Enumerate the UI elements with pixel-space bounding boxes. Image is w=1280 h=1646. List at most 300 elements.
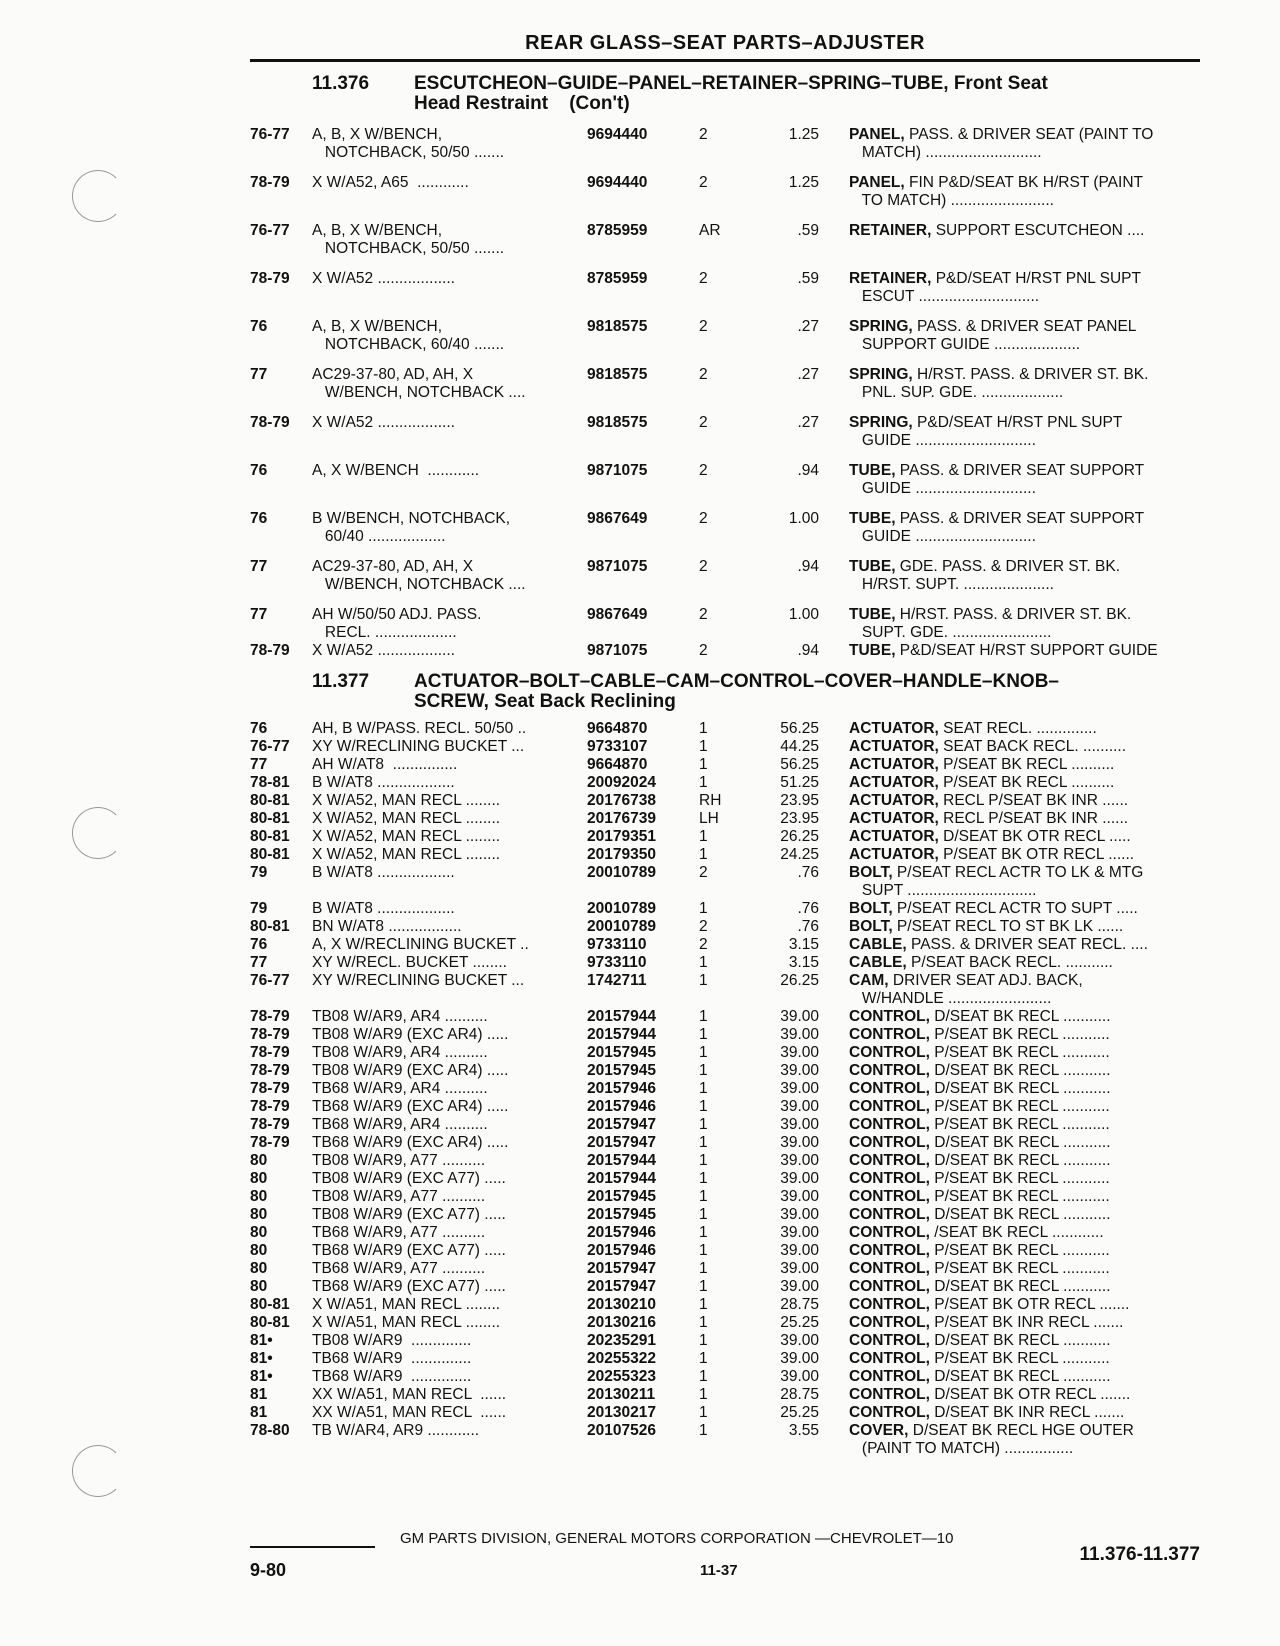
part-name: ACTUATOR,: [849, 810, 939, 827]
part-description: P/SEAT BK RECL ...........: [929, 1350, 1110, 1367]
spacer: [819, 126, 849, 162]
description: [849, 846, 1200, 864]
application: TB68 W/AR9, A77 ..........: [312, 1224, 486, 1241]
part-description: P/SEAT RECL ACTR TO SUPT .....: [892, 900, 1138, 917]
model-year: 77: [250, 756, 268, 773]
application: A, B, X W/BENCH, NOTCHBACK, 60/40 .......: [312, 318, 505, 353]
table-row: [250, 510, 1200, 546]
binder-hole: [72, 170, 124, 222]
table-row: [250, 1350, 1200, 1368]
part-number: 9733107: [587, 738, 648, 755]
application: X W/A51, MAN RECL ........: [312, 1314, 501, 1331]
quantity: 1: [699, 738, 708, 755]
model-year: 76: [250, 462, 268, 479]
model-year: 80: [250, 1224, 268, 1241]
price: 23.95: [780, 792, 819, 809]
application: AH, B W/PASS. RECL. 50/50 ..: [312, 720, 527, 737]
quantity: 1: [699, 1314, 708, 1331]
part-name: CONTROL,: [849, 1224, 930, 1241]
part-number: 9867649: [587, 606, 648, 623]
model-year: 76-77: [250, 222, 290, 239]
part-name: COVER,: [849, 1422, 909, 1439]
part-number: 8785959: [587, 222, 648, 239]
application: B W/AT8 ..................: [312, 864, 455, 881]
quantity: 1: [699, 1404, 708, 1421]
part-number: 9694440: [587, 174, 648, 191]
footer-page-number: 11-37: [700, 1562, 738, 1579]
part-number: 20157946: [587, 1242, 656, 1259]
part-number: 20179351: [587, 828, 656, 845]
description: [849, 792, 1200, 810]
quantity: 2: [699, 642, 708, 659]
part-number: 20157945: [587, 1206, 656, 1223]
application: TB08 W/AR9 ..............: [312, 1332, 472, 1349]
price: 39.00: [780, 1080, 819, 1097]
part-name: CONTROL,: [849, 1170, 930, 1187]
quantity: 1: [699, 1260, 708, 1277]
model-year: 80: [250, 1188, 268, 1205]
table-row: [250, 936, 1200, 954]
price: 26.25: [780, 828, 819, 845]
part-description: PASS. & DRIVER SEAT (PAINT TO MATCH) ...........................: [861, 126, 1154, 161]
table-row: [250, 126, 1200, 162]
quantity: 1: [699, 1206, 708, 1223]
spacer: [819, 846, 849, 864]
quantity: 2: [699, 414, 708, 431]
spacer: [819, 1278, 849, 1296]
part-name: CONTROL,: [849, 1044, 930, 1061]
price: 3.15: [788, 936, 819, 953]
application: X W/A52, MAN RECL ........: [312, 846, 501, 863]
description: [849, 1314, 1200, 1332]
model-year: 78-79: [250, 174, 290, 191]
section-title-line: SCREW, Seat Back Reclining: [414, 691, 676, 712]
price: 44.25: [780, 738, 819, 755]
quantity: 1: [699, 756, 708, 773]
spacer: [819, 1242, 849, 1260]
section-heading: [250, 74, 1200, 114]
model-year: 80-81: [250, 1296, 290, 1313]
part-name: CONTROL,: [849, 1026, 930, 1043]
part-name: CONTROL,: [849, 1386, 930, 1403]
model-year: 76-77: [250, 738, 290, 755]
spacer: [819, 810, 849, 828]
part-number: 20176739: [587, 810, 656, 827]
application: A, B, X W/BENCH, NOTCHBACK, 50/50 .......: [312, 222, 505, 257]
part-name: SPRING,: [849, 366, 913, 383]
part-name: CONTROL,: [849, 1404, 930, 1421]
part-number: 20130211: [587, 1386, 656, 1403]
table-row: [250, 222, 1200, 258]
part-description: P/SEAT BK RECL ..........: [938, 756, 1115, 773]
model-year: 80-81: [250, 792, 290, 809]
table-row: [250, 972, 1200, 1008]
part-description: GDE. PASS. & DRIVER ST. BK. H/RST. SUPT. .....................: [861, 558, 1121, 593]
description: [849, 810, 1200, 828]
quantity: 2: [699, 318, 708, 335]
model-year: 80-81: [250, 846, 290, 863]
part-name: ACTUATOR,: [849, 792, 939, 809]
part-description: PASS. & DRIVER SEAT PANEL SUPPORT GUIDE ....................: [861, 318, 1137, 353]
price: 56.25: [780, 720, 819, 737]
spacer: [819, 1422, 849, 1458]
table-row: [250, 846, 1200, 864]
description: [849, 366, 1200, 402]
table-row: [250, 174, 1200, 210]
table-row: [250, 1170, 1200, 1188]
price: 39.00: [780, 1134, 819, 1151]
part-name: RETAINER,: [849, 270, 932, 287]
price: 39.00: [780, 1116, 819, 1133]
price: 39.00: [780, 1332, 819, 1349]
price: 24.25: [780, 846, 819, 863]
price: 25.25: [780, 1314, 819, 1331]
quantity: 1: [699, 1116, 708, 1133]
table-row: [250, 774, 1200, 792]
application: X W/A52, MAN RECL ........: [312, 828, 501, 845]
model-year: 78-79: [250, 270, 290, 287]
part-description: D/SEAT BK RECL ...........: [929, 1332, 1111, 1349]
application: XX W/A51, MAN RECL ......: [312, 1404, 507, 1421]
table-row: [250, 642, 1200, 660]
description: [849, 1062, 1200, 1080]
application: B W/AT8 ..................: [312, 774, 455, 791]
quantity: 1: [699, 774, 708, 791]
part-description: PASS. & DRIVER SEAT SUPPORT GUIDE ............................: [861, 462, 1145, 497]
price: 39.00: [780, 1170, 819, 1187]
part-name: SPRING,: [849, 318, 913, 335]
part-number: 20130210: [587, 1296, 656, 1313]
part-description: PASS. & DRIVER SEAT SUPPORT GUIDE ............................: [861, 510, 1145, 545]
description: [849, 462, 1200, 498]
table-row: [250, 792, 1200, 810]
table-row: [250, 1224, 1200, 1242]
application: A, X W/RECLINING BUCKET ..: [312, 936, 529, 953]
spacer: [819, 1026, 849, 1044]
part-number: 9818575: [587, 366, 648, 383]
price: 39.00: [780, 1188, 819, 1205]
part-description: FIN P&D/SEAT BK H/RST (PAINT TO MATCH) ........................: [861, 174, 1143, 209]
application: TB68 W/AR9 (EXC A77) .....: [312, 1278, 506, 1295]
binder-hole: [72, 1445, 124, 1497]
price: 23.95: [780, 810, 819, 827]
part-number: 20157946: [587, 1098, 656, 1115]
description: [849, 558, 1200, 594]
part-name: SPRING,: [849, 414, 913, 431]
section-title-line: Head Restraint (Con't): [414, 93, 630, 114]
part-name: CONTROL,: [849, 1152, 930, 1169]
spacer: [819, 1350, 849, 1368]
spacer: [819, 738, 849, 756]
catalog-section: [250, 672, 1200, 1458]
spacer: [819, 792, 849, 810]
part-description: /SEAT BK RECL ............: [929, 1224, 1104, 1241]
part-name: CONTROL,: [849, 1116, 930, 1133]
part-name: CONTROL,: [849, 1350, 930, 1367]
part-description: H/RST. PASS. & DRIVER ST. BK. PNL. SUP. GDE. ...................: [861, 366, 1149, 401]
price: 39.00: [780, 1026, 819, 1043]
part-description: P&D/SEAT H/RST PNL SUPT GUIDE ............................: [861, 414, 1123, 449]
table-row: [250, 462, 1200, 498]
application: BN W/AT8 .................: [312, 918, 462, 935]
spacer: [819, 1152, 849, 1170]
model-year: 79: [250, 864, 268, 881]
price: 39.00: [780, 1008, 819, 1025]
price: 39.00: [780, 1062, 819, 1079]
description: [849, 1080, 1200, 1098]
model-year: 80-81: [250, 918, 290, 935]
part-name: BOLT,: [849, 864, 893, 881]
model-year: 80-81: [250, 1314, 290, 1331]
part-number: 9871075: [587, 558, 648, 575]
application: AC29-37-80, AD, AH, X W/BENCH, NOTCHBACK ....: [312, 366, 526, 401]
description: [849, 642, 1200, 660]
description: [849, 1404, 1200, 1422]
application: TB68 W/AR9, A77 ..........: [312, 1260, 486, 1277]
model-year: 79: [250, 900, 268, 917]
part-description: P&D/SEAT H/RST PNL SUPT ESCUT ............................: [861, 270, 1141, 305]
price: 39.00: [780, 1152, 819, 1169]
part-name: CONTROL,: [849, 1242, 930, 1259]
part-number: 20176738: [587, 792, 656, 809]
spacer: [819, 720, 849, 738]
footer-section-range: 11.376-11.377: [1079, 1544, 1200, 1565]
table-row: [250, 1296, 1200, 1314]
table-row: [250, 414, 1200, 450]
description: [849, 1260, 1200, 1278]
model-year: 78-79: [250, 1062, 290, 1079]
description: [849, 1152, 1200, 1170]
price: 1.25: [788, 126, 819, 143]
part-description: D/SEAT BK RECL ...........: [929, 1080, 1111, 1097]
part-description: D/SEAT BK RECL ...........: [929, 1368, 1111, 1385]
part-name: TUBE,: [849, 642, 896, 659]
price: .76: [797, 900, 819, 917]
spacer: [819, 1260, 849, 1278]
price: 39.00: [780, 1098, 819, 1115]
parts-list: [250, 126, 1200, 660]
price: .94: [797, 558, 819, 575]
price: .59: [797, 270, 819, 287]
description: [849, 1098, 1200, 1116]
part-name: PANEL,: [849, 126, 905, 143]
quantity: 1: [699, 1080, 708, 1097]
price: 3.15: [788, 954, 819, 971]
part-name: CONTROL,: [849, 1008, 930, 1025]
description: [849, 1206, 1200, 1224]
part-description: DRIVER SEAT ADJ. BACK, W/HANDLE ........................: [861, 972, 1083, 1007]
part-number: 20107526: [587, 1422, 656, 1439]
header-rule: [250, 59, 1200, 62]
spacer: [819, 1314, 849, 1332]
description: [849, 936, 1200, 954]
part-number: 20010789: [587, 900, 656, 917]
part-number: 20092024: [587, 774, 656, 791]
application: A, X W/BENCH ............: [312, 462, 480, 479]
price: 1.00: [788, 510, 819, 527]
table-row: [250, 828, 1200, 846]
description: [849, 864, 1200, 900]
spacer: [819, 1170, 849, 1188]
part-name: CABLE,: [849, 954, 907, 971]
part-name: TUBE,: [849, 606, 896, 623]
application: XY W/RECLINING BUCKET ...: [312, 972, 525, 989]
application: AH W/50/50 ADJ. PASS. RECL. ...................: [312, 606, 482, 641]
price: .27: [797, 366, 819, 383]
part-name: CONTROL,: [849, 1368, 930, 1385]
model-year: 81: [250, 1386, 268, 1403]
footer-publisher: GM PARTS DIVISION, GENERAL MOTORS CORPORATION —CHEVROLET—10: [400, 1530, 954, 1547]
description: [849, 1008, 1200, 1026]
part-name: BOLT,: [849, 918, 893, 935]
part-name: CONTROL,: [849, 1260, 930, 1277]
description: [849, 1134, 1200, 1152]
price: 39.00: [780, 1206, 819, 1223]
section-title-line: ESCUTCHEON–GUIDE–PANEL–RETAINER–SPRING–TUBE, Front Seat: [414, 73, 1048, 94]
part-number: 9871075: [587, 462, 648, 479]
part-description: P/SEAT BK RECL ...........: [929, 1170, 1110, 1187]
spacer: [819, 1008, 849, 1026]
part-description: D/SEAT BK RECL HGE OUTER (PAINT TO MATCH) ................: [861, 1422, 1134, 1457]
part-number: 20157945: [587, 1044, 656, 1061]
table-row: [250, 1098, 1200, 1116]
description: [849, 918, 1200, 936]
spacer: [819, 1188, 849, 1206]
model-year: 81•: [250, 1368, 273, 1385]
part-number: 20235291: [587, 1332, 656, 1349]
spacer: [819, 270, 849, 306]
application: TB08 W/AR9 (EXC A77) .....: [312, 1170, 506, 1187]
table-row: [250, 1404, 1200, 1422]
description: [849, 1422, 1200, 1458]
section-number: 11.377: [312, 671, 370, 692]
description: [849, 1368, 1200, 1386]
spacer: [819, 174, 849, 210]
spacer: [819, 606, 849, 642]
table-row: [250, 1386, 1200, 1404]
model-year: 78-79: [250, 1080, 290, 1097]
table-row: [250, 606, 1200, 642]
quantity: 1: [699, 846, 708, 863]
price: 39.00: [780, 1350, 819, 1367]
application: XX W/A51, MAN RECL ......: [312, 1386, 507, 1403]
description: [849, 738, 1200, 756]
description: [849, 1188, 1200, 1206]
price: 39.00: [780, 1278, 819, 1295]
description: [849, 1350, 1200, 1368]
part-number: 20157944: [587, 1152, 656, 1169]
section-title: [414, 74, 1200, 114]
table-row: [250, 1044, 1200, 1062]
application: TB08 W/AR9, A77 ..........: [312, 1188, 486, 1205]
quantity: 1: [699, 972, 708, 989]
quantity: 1: [699, 828, 708, 845]
quantity: 2: [699, 462, 708, 479]
description: [849, 414, 1200, 450]
table-row: [250, 1008, 1200, 1026]
quantity: 1: [699, 900, 708, 917]
part-number: 20157947: [587, 1134, 656, 1151]
spacer: [819, 864, 849, 900]
quantity: AR: [699, 222, 721, 239]
application: X W/A52, A65 ............: [312, 174, 469, 191]
model-year: 76: [250, 318, 268, 335]
application: X W/A51, MAN RECL ........: [312, 1296, 501, 1313]
part-number: 20157944: [587, 1170, 656, 1187]
quantity: 2: [699, 606, 708, 623]
part-number: 9733110: [587, 936, 647, 953]
part-description: P/SEAT BK RECL ..........: [938, 774, 1115, 791]
model-year: 81•: [250, 1332, 273, 1349]
model-year: 76-77: [250, 972, 290, 989]
table-row: [250, 1062, 1200, 1080]
part-description: P/SEAT BK RECL ...........: [929, 1260, 1110, 1277]
application: B W/BENCH, NOTCHBACK, 60/40 ..................: [312, 510, 511, 545]
model-year: 80-81: [250, 828, 290, 845]
description: [849, 174, 1200, 210]
table-row: [250, 1134, 1200, 1152]
model-year: 77: [250, 366, 268, 383]
quantity: 2: [699, 864, 708, 881]
description: [849, 720, 1200, 738]
price: .76: [797, 918, 819, 935]
part-name: CONTROL,: [849, 1314, 930, 1331]
catalog-page: [250, 32, 1200, 1458]
table-row: [250, 954, 1200, 972]
part-description: P/SEAT BK RECL ...........: [929, 1116, 1110, 1133]
application: TB08 W/AR9 (EXC AR4) .....: [312, 1026, 509, 1043]
part-number: 20157946: [587, 1224, 656, 1241]
spacer: [819, 936, 849, 954]
section-title: [414, 672, 1200, 712]
description: [849, 606, 1200, 642]
quantity: 1: [699, 1242, 708, 1259]
part-name: ACTUATOR,: [849, 774, 939, 791]
part-description: P/SEAT RECL ACTR TO LK & MTG SUPT ..............................: [861, 864, 1144, 899]
part-name: CONTROL,: [849, 1206, 930, 1223]
part-number: 20010789: [587, 918, 656, 935]
application: TB68 W/AR9 (EXC AR4) .....: [312, 1098, 509, 1115]
application: TB08 W/AR9 (EXC AR4) .....: [312, 1062, 509, 1079]
part-name: CONTROL,: [849, 1332, 930, 1349]
quantity: 2: [699, 174, 708, 191]
part-number: 20157947: [587, 1116, 656, 1133]
model-year: 76: [250, 936, 268, 953]
price: 56.25: [780, 756, 819, 773]
part-description: D/SEAT BK RECL ...........: [929, 1134, 1111, 1151]
description: [849, 270, 1200, 306]
application: TB08 W/AR9 (EXC A77) .....: [312, 1206, 506, 1223]
quantity: LH: [699, 810, 719, 827]
spacer: [819, 318, 849, 354]
part-description: RECL P/SEAT BK INR ......: [938, 810, 1129, 827]
model-year: 81: [250, 1404, 268, 1421]
quantity: RH: [699, 792, 722, 809]
price: 1.00: [788, 606, 819, 623]
application: TB08 W/AR9, AR4 ..........: [312, 1044, 488, 1061]
part-number: 20157947: [587, 1260, 656, 1277]
table-row: [250, 864, 1200, 900]
table-row: [250, 810, 1200, 828]
part-name: CONTROL,: [849, 1098, 930, 1115]
description: [849, 510, 1200, 546]
application: TB68 W/AR9 (EXC A77) .....: [312, 1242, 506, 1259]
part-name: CONTROL,: [849, 1062, 930, 1079]
description: [849, 756, 1200, 774]
quantity: 2: [699, 558, 708, 575]
description: [849, 972, 1200, 1008]
price: .27: [797, 318, 819, 335]
